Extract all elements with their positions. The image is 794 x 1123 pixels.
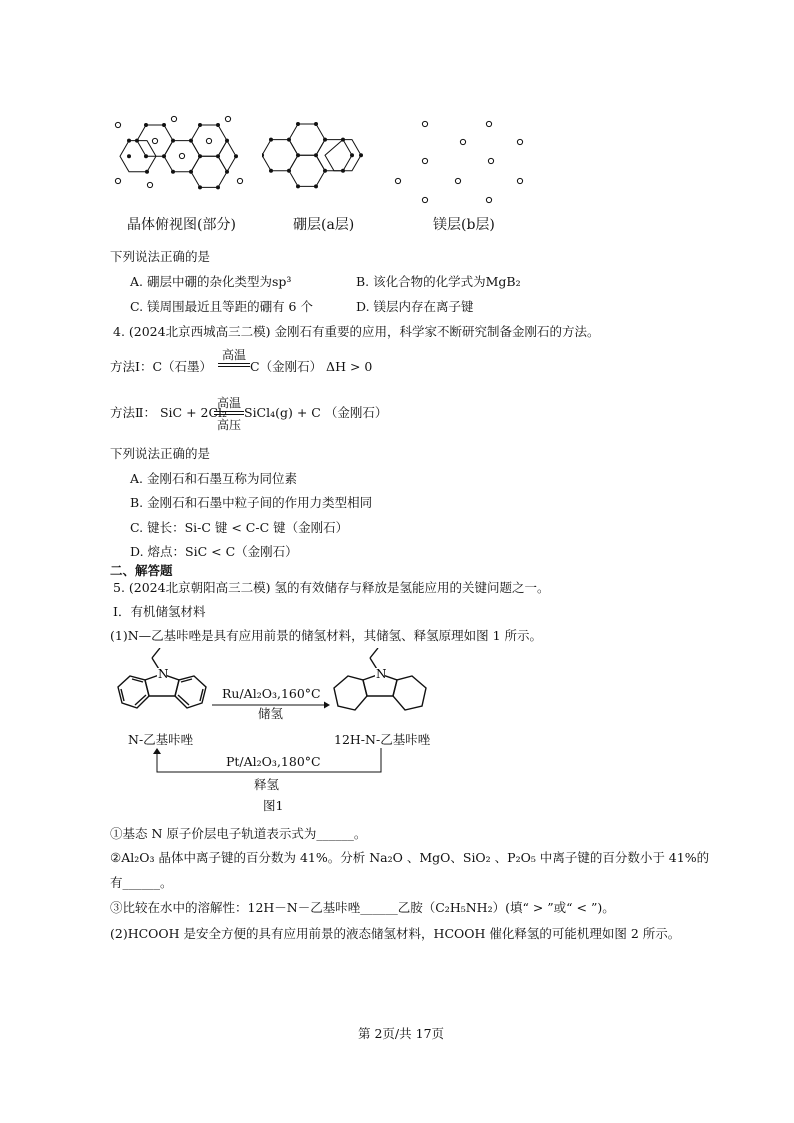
crystal-caption: 晶体俯视图(部分) [127,217,236,233]
hydrogenated-carbazole-molecule [330,648,430,726]
q3-stem: 下列说法正确的是 [110,249,211,264]
q4-method2-condition-top: 高温 [216,396,241,410]
q5-question-b: ②Al₂O₃ 晶体中离子键的百分数为 41%。分析 Na₂O 、MgO、SiO₂ 、P₂O₅ 中离子键的百分数小于 41%的 [110,850,710,865]
q4-stem: 下列说法正确的是 [110,446,211,461]
scheme-label-release: 释氢 [254,777,280,792]
figure-1-label: 图1 [263,798,284,813]
q5-sub1: (1)N—乙基咔唑是具有应用前景的储氢材料，其储氢、释氢原理如图 1 所示。 [110,628,543,643]
page-footer: 第 2页/共 17页 [358,1026,445,1041]
q4-option-d: D. 熔点：SiC < C（金刚石） [130,544,298,559]
boron-layer-figure [262,118,374,194]
hydro-n-atom: N [376,667,387,681]
mg-layer-figure [390,118,530,208]
q4-method1-arrow-line2 [218,366,250,367]
q3-option-c: C. 镁周围最近且等距的硼有 6 个 [130,299,313,314]
q4-method1-right: C（金刚石） ΔH > 0 [250,359,373,374]
q5-sub2: (2)HCOOH 是安全方便的具有应用前景的液态储氢材料，HCOOH 催化释氢的可能机理如图 2 所示。 [110,926,681,941]
scheme-left-name: N-乙基咔唑 [128,732,194,747]
q4-method2-right: SiCl₄(g) + C （金刚石） [244,405,388,420]
q5-question-b-cont: 有______。 [110,875,173,890]
q4-method1-arrow-line1 [218,363,250,364]
scheme-condition-top: Ru/Al₂O₃,160°C [222,686,321,701]
boron-caption: 硼层(a层) [293,217,355,233]
carbazole-molecule [112,648,212,726]
scheme-condition-bottom: Pt/Al₂O₃,180°C [226,754,321,769]
q5-part1-title: Ⅰ．有机储氢材料 [113,604,206,619]
carbazole-n-atom: N [158,667,169,681]
crystal-top-view-figure [110,115,250,195]
q3-option-a: A. 硼层中硼的杂化类型为sp³ [130,274,292,289]
q3-option-b: B. 该化合物的化学式为MgB₂ [356,274,521,289]
q4-intro: 4. (2024北京西城高三二模) 金刚石有重要的应用，科学家不断研究制备金刚石的方法。 [113,324,600,339]
q5-question-a: ①基态 N 原子价层电子轨道表示式为______。 [110,826,367,841]
q5-intro: 5. (2024北京朝阳高三二模) 氢的有效储存与释放是氢能应用的关键问题之一。 [113,580,550,595]
q5-question-c: ③比较在水中的溶解性：12H－N－乙基咔唑______乙胺（C₂H₅NH₂）(填“ > ”或“ < ”)。 [110,900,615,915]
q4-method1-condition: 高温 [221,348,246,362]
mg-caption: 镁层(b层) [433,217,495,233]
scheme-label-storage: 储氢 [258,706,284,721]
q4-method2-arrow-line1 [214,411,244,412]
q4-method2-left: 方法Ⅱ： SiC + 2Cl₂ [110,405,228,420]
section-heading: 二、解答题 [110,563,173,578]
scheme-right-name: 12H-N-乙基咔唑 [334,732,431,747]
q4-method1-left: 方法Ⅰ：C（石墨） [110,359,213,374]
q4-option-a: A. 金刚石和石墨互称为同位素 [130,471,297,486]
q4-method2-condition-bottom: 高压 [216,418,241,432]
q3-option-d: D. 镁层内存在离子键 [356,299,474,314]
q4-method2-arrow-line2 [214,414,244,415]
q4-option-c: C. 键长：Si-C 键 < C-C 键（金刚石） [130,520,349,535]
q4-option-b: B. 金刚石和石墨中粒子间的作用力类型相同 [130,495,373,510]
